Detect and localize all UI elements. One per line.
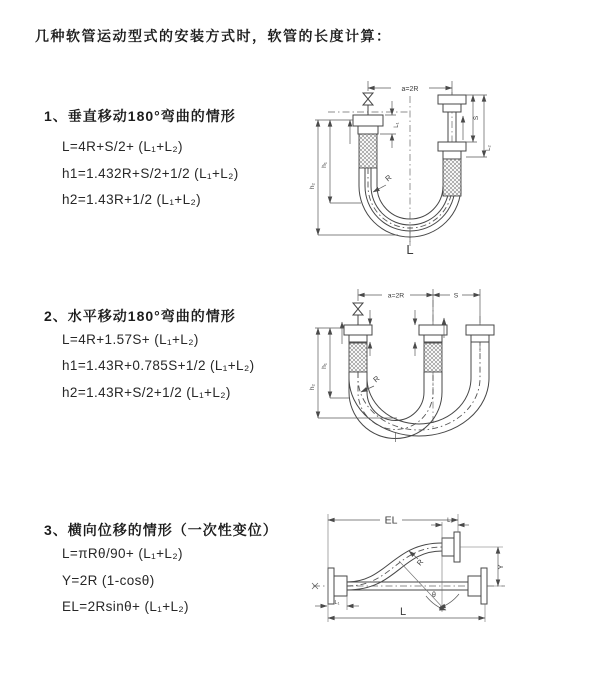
section-3-formula-length: L=πRθ/90+ (L₁+L₂) bbox=[62, 546, 183, 561]
length-dimension bbox=[328, 604, 485, 622]
offset-label: Y bbox=[496, 564, 505, 570]
middle-flange-neck bbox=[424, 335, 442, 342]
height-outer-label: h₂ bbox=[309, 182, 316, 190]
section-1-formula-h1: h1=1.432R+S/2+1/2 (L₁+L₂) bbox=[62, 166, 239, 181]
diagram-2-horizontal-180-bend bbox=[302, 280, 592, 465]
right-flange-hub bbox=[468, 576, 481, 596]
middle-flange bbox=[419, 325, 447, 335]
left-braided-hose bbox=[349, 343, 367, 372]
section-1-formula-length: L=4R+S/2+ (L₁+L₂) bbox=[62, 139, 183, 154]
section-2-formula-h2: h2=1.43R+S/2+1/2 (L₁+L₂) bbox=[62, 385, 231, 400]
section-3-formula-offset: Y=2R (1-cosθ) bbox=[62, 573, 155, 588]
length-label: L bbox=[399, 606, 407, 618]
left-flange-hub bbox=[334, 576, 347, 596]
height-inner-label: h₁ bbox=[321, 162, 328, 168]
section-3-formula-extended: EL=2Rsinθ+ (L₁+L₂) bbox=[62, 599, 189, 614]
section-3-heading: 3、横向位移的情形（一次性变位） bbox=[44, 522, 278, 538]
right-braided-hose bbox=[443, 159, 461, 196]
radius-label: R bbox=[383, 172, 394, 184]
extended-length-label: EL bbox=[384, 514, 398, 527]
left-flange-neck bbox=[349, 335, 367, 342]
width-dimension-label: a=2R bbox=[401, 86, 419, 93]
hose-displaced-position bbox=[349, 342, 489, 436]
length-label: L bbox=[406, 242, 414, 257]
travel-label: S bbox=[453, 292, 459, 300]
hose-s-curve bbox=[347, 543, 442, 590]
hose-displaced-center-line bbox=[358, 342, 480, 430]
right-flange-neck bbox=[471, 335, 489, 342]
height-inner-label: h₁ bbox=[321, 363, 328, 369]
fitting-left-label: L₁ bbox=[334, 600, 340, 606]
left-flange-neck bbox=[358, 126, 378, 134]
travel-dimension bbox=[466, 95, 487, 157]
radius-construction-line bbox=[399, 561, 445, 610]
section-1-heading: 1、垂直移动180°弯曲的情形 bbox=[44, 108, 236, 124]
diagram-1-vertical-180-bend bbox=[303, 68, 593, 263]
fitting-right-label: L₂ bbox=[447, 518, 453, 524]
valve-icon bbox=[353, 303, 363, 315]
right-flange-lower bbox=[438, 142, 466, 151]
radius-label: R bbox=[414, 557, 426, 568]
upper-flange-plate bbox=[454, 532, 460, 562]
radius-leader bbox=[373, 185, 386, 192]
right-flange-plate bbox=[481, 568, 487, 604]
section-2-formula-length: L=4R+1.57S+ (L₁+L₂) bbox=[62, 332, 199, 347]
width-dimension-label: a=2R bbox=[387, 292, 405, 300]
valve-icon bbox=[363, 93, 373, 105]
section-2-heading: 2、水平移动180°弯曲的情形 bbox=[44, 308, 236, 324]
upper-flange-hub bbox=[442, 538, 454, 556]
travel-label: S bbox=[473, 115, 480, 121]
angle-label: θ bbox=[432, 592, 436, 599]
right-flange bbox=[466, 325, 494, 335]
section-1-formula-h2: h2=1.43R+1/2 (L₁+L₂) bbox=[62, 192, 202, 207]
left-braided-hose bbox=[359, 134, 377, 168]
fitting-right-label: L₂ bbox=[486, 145, 492, 151]
left-flange bbox=[353, 115, 383, 126]
fitting-left-label: L₁ bbox=[394, 122, 400, 128]
hose-original-position bbox=[349, 372, 442, 439]
middle-braided-hose bbox=[424, 343, 442, 372]
height-outer-label: h₂ bbox=[309, 383, 316, 391]
left-flange-plate bbox=[328, 568, 334, 604]
radius-label: R bbox=[371, 373, 382, 385]
section-2-formula-h1: h1=1.43R+0.785S+1/2 (L₁+L₂) bbox=[62, 358, 255, 373]
left-flange bbox=[344, 325, 372, 335]
right-flange-lower-neck bbox=[443, 151, 461, 159]
right-flange-upper-neck bbox=[443, 104, 461, 112]
diagram-3-lateral-displacement bbox=[295, 500, 600, 650]
page-title: 几种软管运动型式的安装方式时，软管的长度计算： bbox=[35, 28, 392, 44]
right-flange-upper bbox=[438, 95, 466, 104]
